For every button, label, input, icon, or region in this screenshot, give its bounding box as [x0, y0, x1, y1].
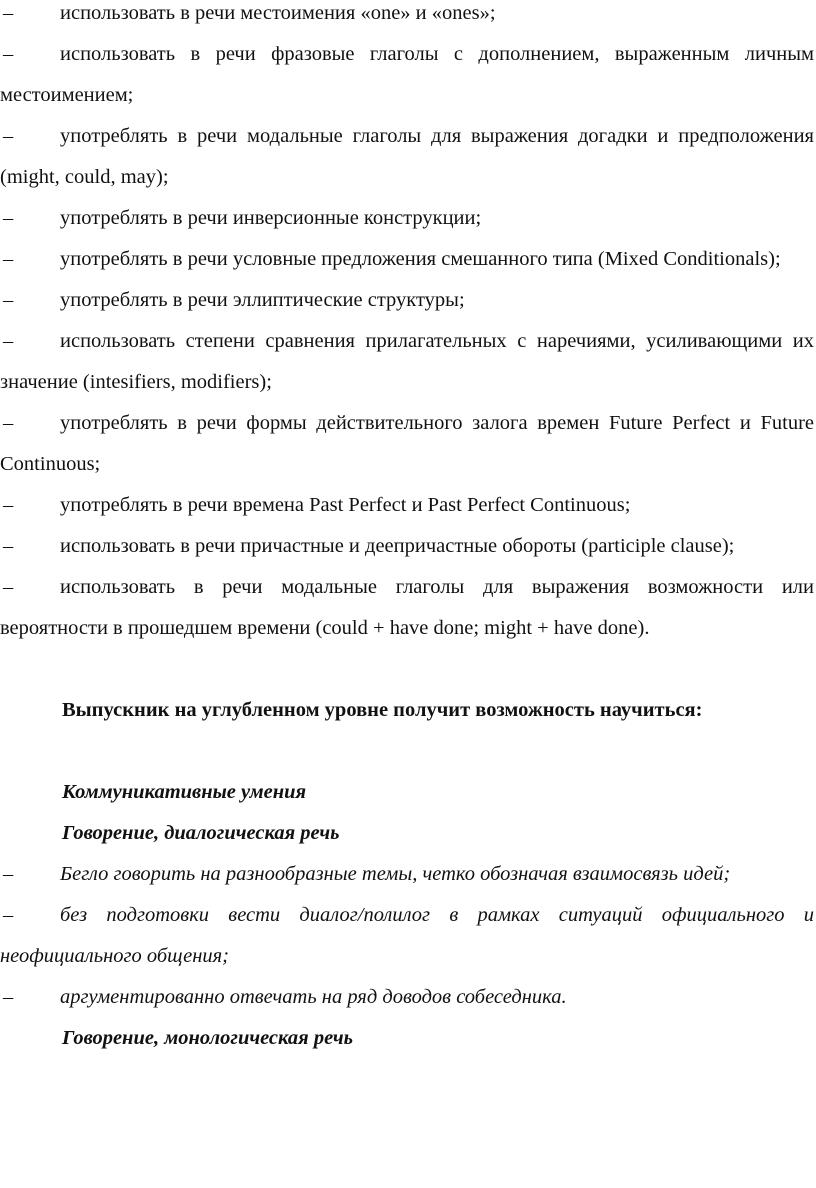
- spacer: [0, 731, 816, 772]
- list-item-text: употреблять в речи формы действительного залога времен Future Perfect и Future Continuous;: [0, 412, 814, 475]
- list-item: [0, 239, 814, 280]
- list-item-text: Бегло говорить на разнообразные темы, четко обозначая взаимосвязь идей;: [60, 863, 731, 885]
- dash-marker: –: [3, 863, 14, 885]
- list-item: [0, 280, 814, 321]
- dash-marker: –: [3, 2, 14, 24]
- list-item-text: без подготовки вести диалог/полилог в рамках ситуаций официального и неофициального общения;: [0, 904, 814, 967]
- list-item: [0, 485, 814, 526]
- list-item-text: использовать степени сравнения прилагательных с наречиями, усиливающими их значение (intesifiers, modifiers);: [0, 330, 814, 393]
- dash-marker: –: [3, 43, 14, 65]
- list-item: [0, 198, 814, 239]
- advanced-level-heading: Выпускник на углубленном уровне получит возможность научиться:: [62, 699, 703, 721]
- dash-marker: –: [3, 494, 14, 516]
- list-item: [0, 34, 814, 116]
- dash-marker: –: [3, 412, 14, 434]
- list-item: [0, 526, 814, 567]
- list-item: [0, 977, 814, 1018]
- dash-marker: –: [3, 576, 14, 598]
- list-item: [0, 403, 814, 485]
- list-item-text: использовать в речи причастные и деепричастные обороты (participle clause);: [60, 535, 735, 557]
- list-item-text: употреблять в речи эллиптические структуры;: [60, 289, 465, 311]
- list-item-text: употреблять в речи времена Past Perfect и Past Perfect Continuous;: [60, 494, 631, 516]
- dash-marker: –: [3, 330, 14, 352]
- subsection-title-monolog: Говорение, монологическая речь: [62, 1027, 354, 1049]
- spacer: [0, 649, 816, 690]
- list-item: [0, 116, 814, 198]
- list-item-text: использовать в речи модальные глаголы для выражения возможности или вероятности в прошедшем времени (could + have done; might + have done).: [0, 576, 814, 639]
- list-item-text: аргументированно отвечать на ряд доводов собеседника.: [60, 986, 567, 1008]
- list-item-text: употреблять в речи инверсионные конструкции;: [60, 207, 482, 229]
- section-title: Коммуникативные умения: [62, 781, 307, 803]
- list-item: [0, 567, 814, 649]
- dash-marker: –: [3, 904, 14, 926]
- list-item-text: употреблять в речи модальные глаголы для выражения догадки и предположения (might, could, may);: [0, 125, 814, 188]
- list-item-text: использовать в речи местоимения «one» и «ones»;: [60, 2, 496, 24]
- dash-marker: –: [3, 248, 14, 270]
- list-item: [0, 0, 814, 34]
- dash-marker: –: [3, 125, 14, 147]
- list-item: [0, 321, 814, 403]
- list-item-text: использовать в речи фразовые глаголы с дополнением, выраженным личным местоимением;: [0, 43, 814, 106]
- dash-marker: –: [3, 207, 14, 229]
- list-item: [0, 854, 814, 895]
- dash-marker: –: [3, 289, 14, 311]
- dash-marker: –: [3, 986, 14, 1008]
- dash-marker: –: [3, 535, 14, 557]
- list-item-text: употреблять в речи условные предложения смешанного типа (Mixed Conditionals);: [60, 248, 781, 270]
- subsection-title-dialog: Говорение, диалогическая речь: [62, 822, 340, 844]
- list-item: [0, 895, 814, 977]
